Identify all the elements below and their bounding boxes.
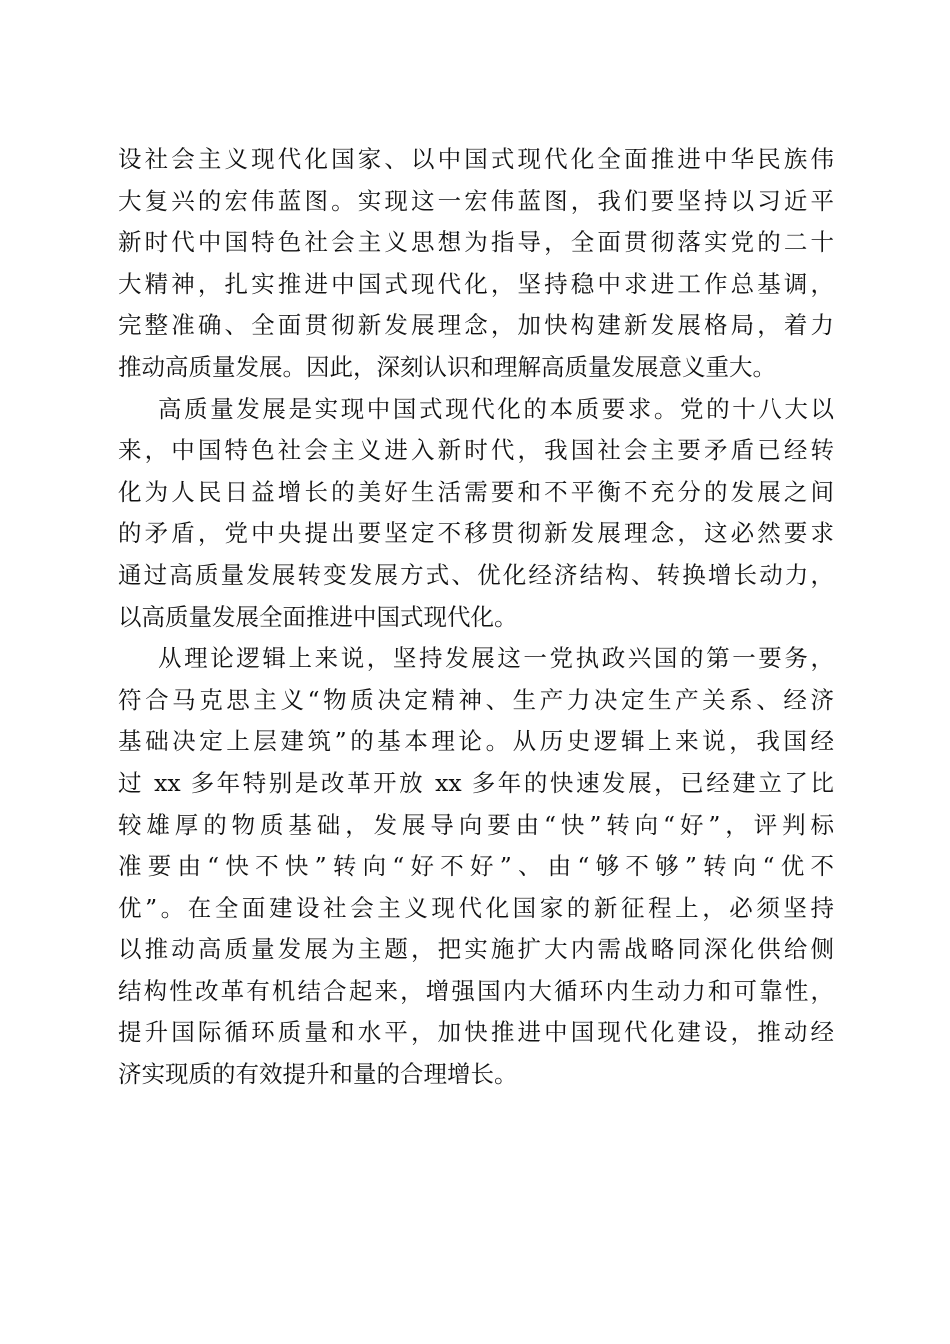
- paragraph-line: 推动高质量发展。因此，深刻认识和理解高质量发展意义重大。: [118, 352, 776, 381]
- paragraph-line: 从理论逻辑上来说，坚持发展这一党执政兴国的第一要务，: [158, 644, 834, 673]
- paragraph-3: [118, 638, 834, 1096]
- paragraph-line: 高质量发展是实现中国式现代化的本质要求。党的十八大以: [158, 394, 834, 423]
- paragraph-line: 济实现质的有效提升和量的合理增长。: [118, 1060, 518, 1089]
- paragraph-line: 准要由“快不快”转向“好不好”、由“够不够”转向“优不: [118, 852, 834, 881]
- paragraph-line: 化为人民日益增长的美好生活需要和不平衡不充分的发展之间: [118, 477, 834, 506]
- paragraph-2: [118, 389, 834, 639]
- paragraph-line: 以推动高质量发展为主题，把实施扩大内需战略同深化供给侧: [118, 935, 834, 964]
- paragraph-line: 基础决定上层建筑”的基本理论。从历史逻辑上来说，我国经: [118, 727, 834, 756]
- paragraph-line: 完整准确、全面贯彻新发展理念，加快构建新发展格局，着力: [118, 311, 834, 340]
- paragraph-1: [118, 139, 834, 389]
- paragraph-line: 优”。在全面建设社会主义现代化国家的新征程上，必须坚持: [118, 893, 834, 922]
- paragraph-line: 以高质量发展全面推进中国式现代化。: [118, 602, 518, 631]
- paragraph-line: 大复兴的宏伟蓝图。实现这一宏伟蓝图，我们要坚持以习近平: [118, 186, 834, 215]
- paragraph-line: 的矛盾，党中央提出要坚定不移贯彻新发展理念，这必然要求: [118, 519, 834, 548]
- paragraph-line: 结构性改革有机结合起来，增强国内大循环内生动力和可靠性，: [118, 976, 834, 1005]
- paragraph-line: 较雄厚的物质基础，发展导向要由“快”转向“好”，评判标: [118, 810, 834, 839]
- paragraph-line: 来，中国特色社会主义进入新时代，我国社会主要矛盾已经转: [118, 436, 834, 465]
- paragraph-line: 通过高质量发展转变发展方式、优化经济结构、转换增长动力，: [118, 560, 834, 589]
- paragraph-line: 提升国际循环质量和水平，加快推进中国现代化建设，推动经: [118, 1018, 834, 1047]
- paragraph-line: 大精神，扎实推进中国式现代化，坚持稳中求进工作总基调，: [118, 269, 834, 298]
- paragraph-line: 符合马克思主义“物质决定精神、生产力决定生产关系、经济: [118, 685, 834, 714]
- paragraph-line: 新时代中国特色社会主义思想为指导，全面贯彻落实党的二十: [118, 228, 834, 257]
- paragraph-line: 设社会主义现代化国家、以中国式现代化全面推进中华民族伟: [118, 145, 834, 173]
- document-body: [118, 139, 834, 1096]
- paragraph-line: 过 xx 多年特别是改革开放 xx 多年的快速发展，已经建立了比: [118, 768, 834, 797]
